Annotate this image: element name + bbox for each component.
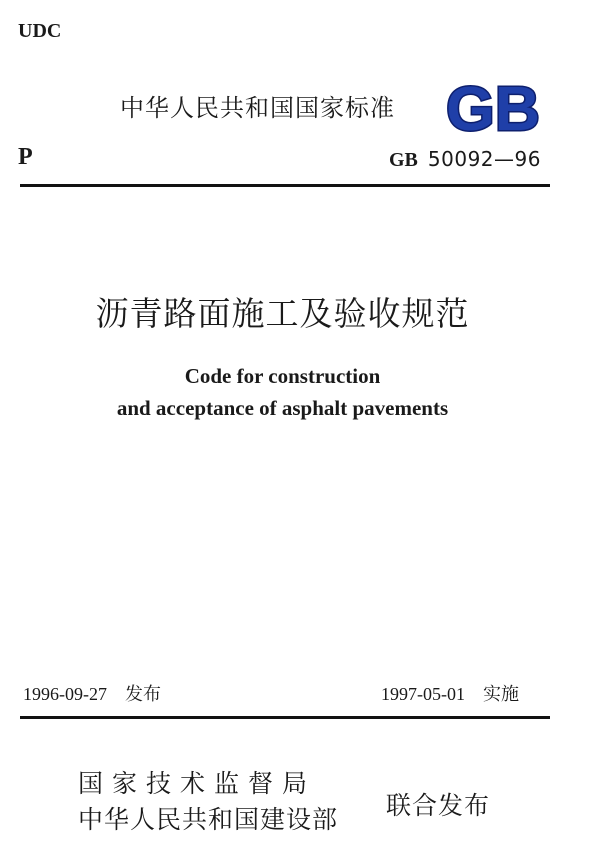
joint-issue-label: 联合发布	[386, 791, 491, 820]
standard-number	[389, 147, 541, 172]
category-code: P	[18, 144, 33, 170]
standard-prefix: GB	[389, 149, 418, 171]
title-english-line2: and acceptance of asphalt pavements	[116, 396, 449, 420]
standard-digits: 50092—96	[427, 147, 541, 171]
bottom-divider	[20, 716, 550, 719]
svg-text:GB: GB	[446, 78, 540, 136]
issuer-bureau: 国家技术监督局	[78, 769, 317, 798]
effective-date: 1997-05-01	[381, 684, 465, 704]
issue-date: 1996-09-27	[23, 684, 107, 704]
gb-logo	[444, 78, 542, 136]
effective-label: 实施	[483, 684, 519, 705]
issuer-ministry: 中华人民共和国建设部	[78, 805, 339, 834]
national-standard-heading: 中华人民共和国国家标准	[120, 94, 395, 122]
issue-label: 发布	[125, 684, 161, 705]
effective-date-row	[381, 680, 519, 706]
top-divider	[20, 184, 550, 187]
udc-label: UDC	[18, 20, 62, 42]
title-chinese: 沥青路面施工及验收规范	[95, 294, 470, 333]
issue-date-row	[23, 680, 161, 706]
title-english-line1: Code for construction	[184, 364, 381, 388]
